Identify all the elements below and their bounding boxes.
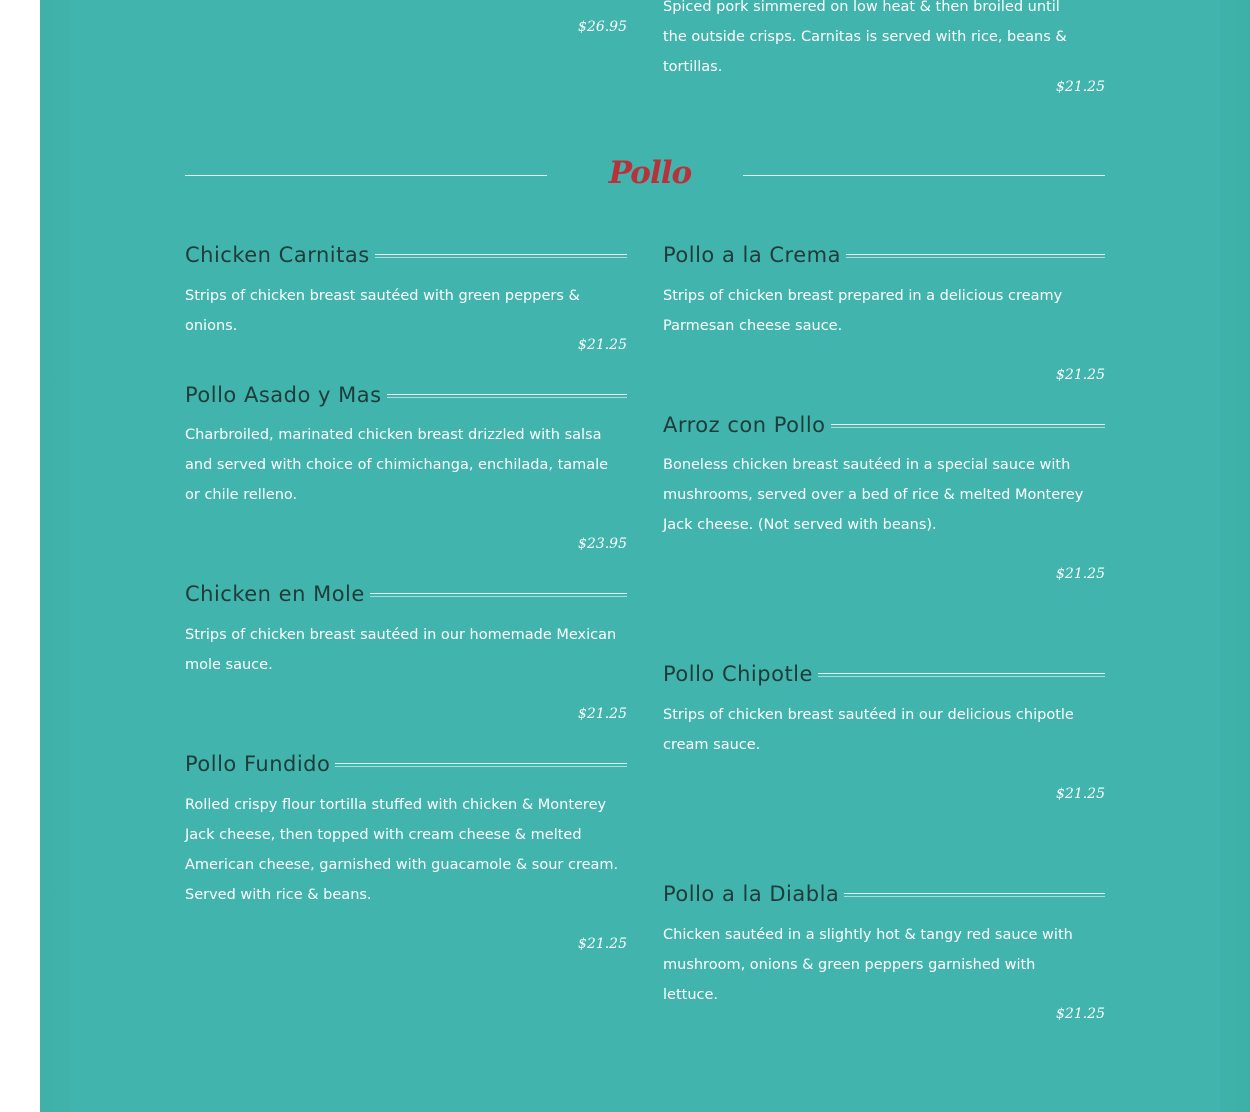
item-description: Spiced pork simmered on low heat & then broiled until the outside crisps. Carnitas is served with rice, beans & tortillas. — [663, 0, 1067, 75]
item-description: Chicken sautéed in a slightly hot & tangy red sauce with mushroom, onions & green peppers garnished with lettuce. — [663, 927, 1073, 1003]
menu-item-title — [185, 240, 627, 270]
item-description: Strips of chicken breast sautéed in our homemade Mexican mole sauce. — [185, 627, 617, 673]
menu-item-title — [663, 240, 1105, 270]
item-price: $23.95 — [578, 536, 627, 552]
section-divider-right — [743, 175, 1105, 176]
item-description: Charbroiled, marinated chicken breast drizzled with salsa and served with choice of chimichanga, enchilada, tamale or chile relleno. — [185, 427, 609, 503]
title-rule — [370, 593, 627, 595]
menu-item-title — [185, 579, 627, 609]
item-description: Rolled crispy flour tortilla stuffed with chicken & Monterey Jack cheese, then topped with cream cheese & melted American cheese, garnished with guacamole & sour cream. Served with rice & beans. — [185, 797, 619, 903]
item-price: $21.25 — [578, 706, 627, 722]
title-rule — [818, 673, 1105, 675]
item-price: $21.25 — [578, 936, 627, 952]
item-description: Strips of chicken breast sautéed in our delicious chipotle cream sauce. — [663, 707, 1074, 753]
item-price: $21.25 — [1056, 786, 1105, 802]
item-price: $21.25 — [578, 337, 627, 353]
menu-item-title — [185, 749, 627, 779]
title-rule — [387, 394, 627, 396]
item-name: Pollo a la Diabla — [663, 882, 840, 906]
item-name: Pollo a la Crema — [663, 243, 841, 267]
menu-item-title — [663, 659, 1105, 689]
item-name: Pollo Asado y Mas — [185, 383, 382, 407]
item-name: Pollo Fundido — [185, 752, 331, 776]
item-name: Arroz con Pollo — [663, 413, 826, 437]
item-price: $21.25 — [1056, 79, 1105, 95]
section-divider-left — [185, 175, 547, 176]
menu-item-title — [663, 879, 1105, 909]
title-rule — [846, 254, 1105, 256]
item-price: $21.25 — [1056, 566, 1105, 582]
item-price: $21.25 — [1056, 1006, 1105, 1022]
section-title: Pollo — [608, 155, 692, 191]
title-rule — [844, 893, 1105, 895]
item-price: $26.95 — [578, 19, 627, 35]
item-name: Chicken en Mole — [185, 582, 365, 606]
item-description: Boneless chicken breast sautéed in a special sauce with mushrooms, served over a bed of rice & melted Monterey Jack cheese. (Not served with beans). — [663, 457, 1084, 533]
title-rule — [831, 424, 1105, 426]
item-description: Strips of chicken breast sautéed with green peppers & onions. — [185, 288, 580, 334]
menu-item-title — [185, 380, 627, 410]
item-price: $21.25 — [1056, 367, 1105, 383]
item-description: Strips of chicken breast prepared in a delicious creamy Parmesan cheese sauce. — [663, 288, 1063, 334]
menu-item-title — [663, 410, 1105, 440]
item-name: Chicken Carnitas — [185, 243, 370, 267]
title-rule — [335, 763, 627, 765]
title-rule — [375, 254, 627, 256]
item-name: Pollo Chipotle — [663, 662, 813, 686]
